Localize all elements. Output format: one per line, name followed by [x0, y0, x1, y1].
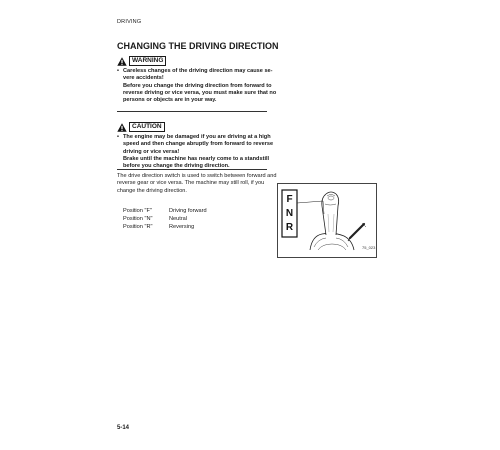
- warning-line: persons or objects are in your way.: [123, 97, 217, 104]
- position-label: Position "N": [123, 216, 153, 223]
- warning-divider: [117, 111, 267, 112]
- caution-text: [117, 134, 274, 170]
- caution-signal: [117, 122, 165, 132]
- body-line: reverse gear or vice versa. The machine may still roll, if you: [117, 180, 265, 187]
- warning-triangle-icon: [117, 57, 127, 66]
- position-row: [123, 215, 207, 223]
- position-meaning: Driving forward: [169, 208, 207, 214]
- body-line: The drive direction switch is used to switch between forward and: [117, 173, 277, 179]
- position-meaning: Reversing: [169, 224, 195, 231]
- pointing-pen-icon: [348, 223, 366, 241]
- caution-line: driving or vice versa!: [123, 148, 180, 155]
- body-line: change the driving direction.: [117, 187, 187, 194]
- positions-table: [123, 207, 207, 232]
- warning-signal: [117, 56, 166, 66]
- warning-label: WARNING: [129, 56, 166, 66]
- position-row: [123, 223, 207, 231]
- section-title: CHANGING THE DRIVING DIRECTION: [117, 41, 279, 51]
- pointer-line: [297, 201, 323, 203]
- caution-line: before you change the driving direction.: [123, 163, 230, 170]
- warning-line: reverse driving or vice versa, you must make sure that no: [123, 89, 277, 96]
- caution-bullet: •: [117, 134, 119, 140]
- position-label: Position "R": [123, 224, 153, 231]
- position-meaning: Neutral: [169, 216, 188, 223]
- warning-line: Before you change the driving direction from forward to: [123, 82, 272, 89]
- caution-line: speed and then change abruptly from forward to reverse: [123, 141, 274, 148]
- page-header: DRIVING: [117, 19, 142, 25]
- warning-line: Careless changes of the driving direction may cause se-: [123, 68, 273, 74]
- figure-code: 75_023: [362, 245, 376, 250]
- warning-text: [117, 68, 277, 104]
- caution-triangle-icon: [117, 123, 127, 132]
- caution-divider: [117, 169, 267, 170]
- switch-letter-r: R: [285, 222, 294, 233]
- caution-line: The engine may be damaged if you are driving at a high: [123, 134, 271, 140]
- page-number: 5-14: [117, 425, 130, 431]
- switch-letter-f: F: [286, 194, 293, 205]
- caution-line: Brake until the machine has nearly come to a standstill: [123, 155, 270, 162]
- warning-bullet: •: [117, 68, 119, 74]
- caution-label: CAUTION: [129, 122, 165, 132]
- body-paragraph: [117, 173, 277, 195]
- switch-letter-n: N: [285, 208, 294, 219]
- warning-line: vere accidents!: [123, 75, 164, 82]
- position-label: Position "F": [123, 208, 152, 214]
- drive-direction-lever-icon: [310, 192, 354, 250]
- position-row: [123, 207, 207, 215]
